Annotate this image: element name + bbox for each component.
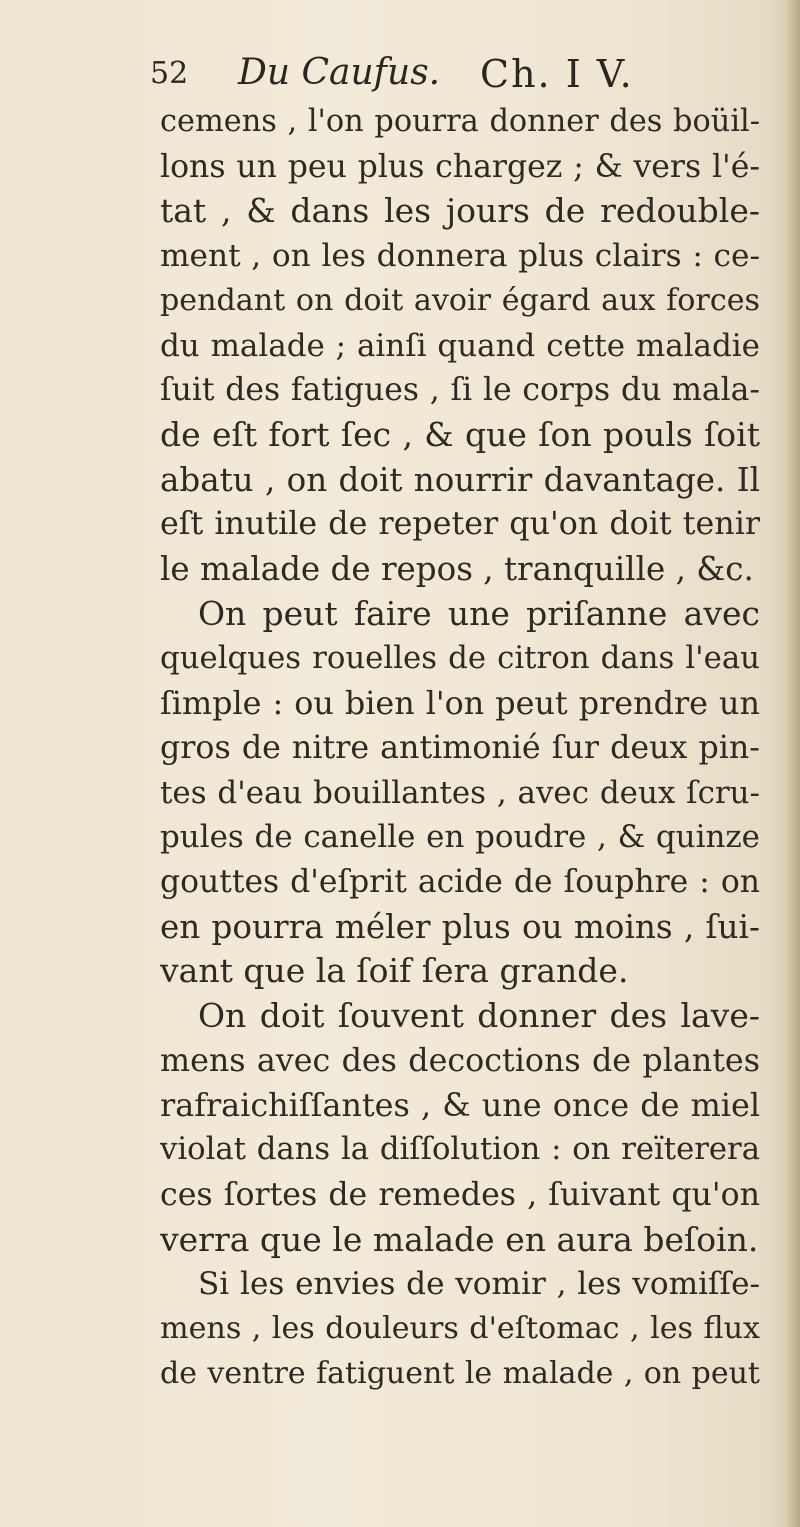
text-line: pendant on doit avoir égard aux forces <box>160 282 760 318</box>
body-text <box>160 100 760 1396</box>
text-line: quelques rouelles de citron dans l'eau <box>160 640 760 677</box>
text-line: ment , on les donnera plus clairs : ce- <box>160 238 760 275</box>
text-line: pules de canelle en poudre , & quinze <box>160 819 760 856</box>
text-line: mens avec des decoctions de plantes <box>160 1042 760 1079</box>
paragraph-start: On peut faire une priſanne avec <box>198 593 760 633</box>
text-line: violat dans la diſſolution : on reïterera <box>160 1132 760 1168</box>
chapter-label: Ch. I V. <box>480 52 634 96</box>
text-line: tes d'eau bouillantes , avec deux ſcru- <box>160 774 760 811</box>
text-line: ſimple : ou bien l'on peut prendre un <box>160 684 760 723</box>
text-line: mens , les douleurs d'eſtomac , les flux <box>160 1310 760 1346</box>
paragraph-start: Si les envies de vomir , les vomiſſe- <box>198 1266 760 1303</box>
text-line: cemens , l'on pourra donner des boüil- <box>160 104 760 139</box>
paragraph-start: On doit ſouvent donner des lave- <box>198 996 760 1036</box>
running-head <box>150 52 670 102</box>
page-edge <box>786 0 800 1527</box>
text-line: le malade de repos , tranquille , &c. <box>160 550 754 589</box>
text-line: rafraichiſſantes , & une once de miel <box>160 1086 760 1125</box>
text-line: abatu , on doit nourrir davantage. Il <box>160 460 760 499</box>
text-line: de ventre fatiguent le malade , on peut <box>160 1355 760 1391</box>
text-line: vant que la ſoif ſera grande. <box>160 951 629 991</box>
text-line: tat , & dans les jours de redouble- <box>160 191 760 231</box>
text-line: gouttes d'eſprit acide de ſouphre : on <box>160 863 760 900</box>
text-line: verra que le malade en aura beſoin. <box>160 1219 759 1259</box>
text-line: de eſt fort ſec , & que ſon pouls ſoit <box>160 414 760 454</box>
text-line: ſuit des fatigues , ſi le corps du mala- <box>160 372 760 409</box>
text-line: ces ſortes de remedes , ſuivant qu'on <box>160 1176 760 1213</box>
text-line: lons un peu plus chargez ; & vers l'é- <box>160 148 760 185</box>
text-line: eſt inutile de repeter qu'on doit tenir <box>160 506 760 543</box>
running-title: Du Caufus. <box>238 52 441 93</box>
text-line: en pourra méler plus ou moins , ſui- <box>160 907 760 946</box>
text-line: du malade ; ainſi quand cette maladie <box>160 327 760 364</box>
text-line: gros de nitre antimonié ſur deux pin- <box>160 729 760 766</box>
page-number: 52 <box>150 56 189 91</box>
